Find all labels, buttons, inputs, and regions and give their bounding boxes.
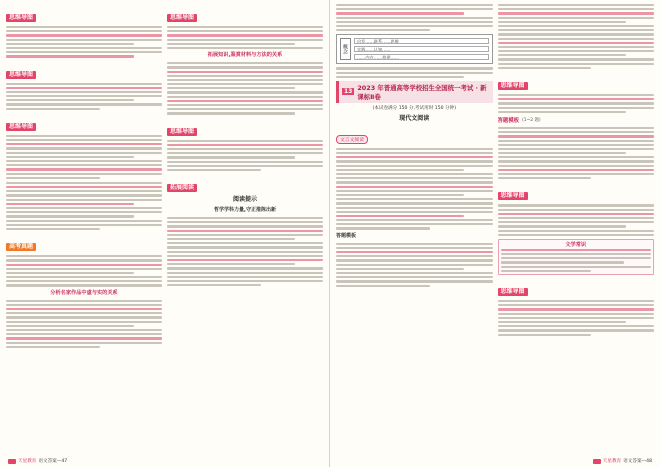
page-footer-right: [593, 458, 652, 464]
question-bar-title: 答题模板: [497, 117, 520, 124]
diagram-row: 实践……认知……: [354, 46, 489, 52]
text-block: [6, 26, 162, 58]
text-block: [167, 26, 323, 49]
section-tag: 高考真题: [6, 243, 36, 251]
row-heading: 答题模板: [336, 232, 357, 239]
section-tag: 拓展阅读: [167, 184, 197, 192]
section-heading: 阅读提示: [232, 196, 257, 204]
footer-brand: 天星教育: [602, 459, 622, 464]
section-tag: 思维导图: [498, 82, 528, 90]
page-number: 语文答案—47: [38, 459, 68, 464]
section-tag: 思维导图: [498, 288, 528, 296]
diagram-label: 概念: [340, 38, 351, 60]
right-column-1: [336, 4, 493, 453]
section-heading: 现代文阅读: [399, 114, 430, 122]
brand-logo-icon: [8, 459, 16, 464]
page-footer-left: [8, 458, 67, 464]
text-block: [498, 4, 655, 69]
section-tag: 思维导图: [167, 14, 197, 22]
text-block: [167, 62, 323, 114]
box-heading: 分析名家作品中虚与实的关系: [50, 289, 118, 296]
section-tag: 思维导图: [6, 71, 36, 79]
section-tag: 思维导图: [167, 128, 197, 136]
question-bar-sub: (1~2 题): [522, 117, 541, 123]
footer-brand: 天星教育: [18, 459, 37, 464]
text-block: [6, 83, 162, 110]
text-block: [167, 140, 323, 172]
text-block: [6, 255, 162, 287]
exam-banner: [336, 81, 493, 103]
exam-title: 2023 年普通高等学校招生全国统一考试 · 新课标Ⅱ卷: [357, 83, 487, 101]
right-column-2: [498, 4, 655, 453]
section-tag: 思维导图: [6, 123, 36, 131]
left-column-2: [167, 4, 323, 453]
text-block: [167, 217, 323, 286]
text-block: [498, 94, 655, 113]
concept-diagram: [336, 34, 493, 64]
text-block: [336, 243, 493, 287]
text-block: [336, 4, 493, 31]
left-page: [0, 0, 330, 467]
text-block: [498, 300, 655, 336]
text-block: [498, 204, 655, 236]
text-block: [336, 67, 493, 78]
text-block: [6, 300, 162, 348]
exam-number: 13: [344, 88, 353, 96]
literature-box: [498, 239, 655, 275]
text-block: [336, 148, 493, 230]
left-column-1: [6, 4, 162, 453]
text-block: [498, 127, 655, 179]
reading-title: 哲学学科力量,守正推陈出新: [214, 207, 276, 214]
text-block: [6, 182, 162, 230]
box-heading: 文学常识: [565, 241, 587, 248]
page-number: 语文答案—48: [623, 459, 652, 464]
diagram-row: ……内在……构建……: [354, 54, 489, 60]
box-heading: 拓展知识,鉴赏材料与方法的关系: [207, 52, 283, 59]
section-tag: 思维导图: [6, 14, 36, 22]
question-bar: [498, 116, 655, 124]
brand-logo-icon: [593, 459, 601, 464]
topic-pill: 文言文阅读: [336, 135, 368, 144]
exam-subtitle: (本试卷满分 150 分,考试用时 150 分钟): [372, 105, 457, 111]
text-block: [6, 135, 162, 179]
right-page: [330, 0, 660, 467]
diagram-row: 启发……联系……思维: [354, 38, 489, 44]
section-tag: 思维导图: [498, 192, 528, 200]
